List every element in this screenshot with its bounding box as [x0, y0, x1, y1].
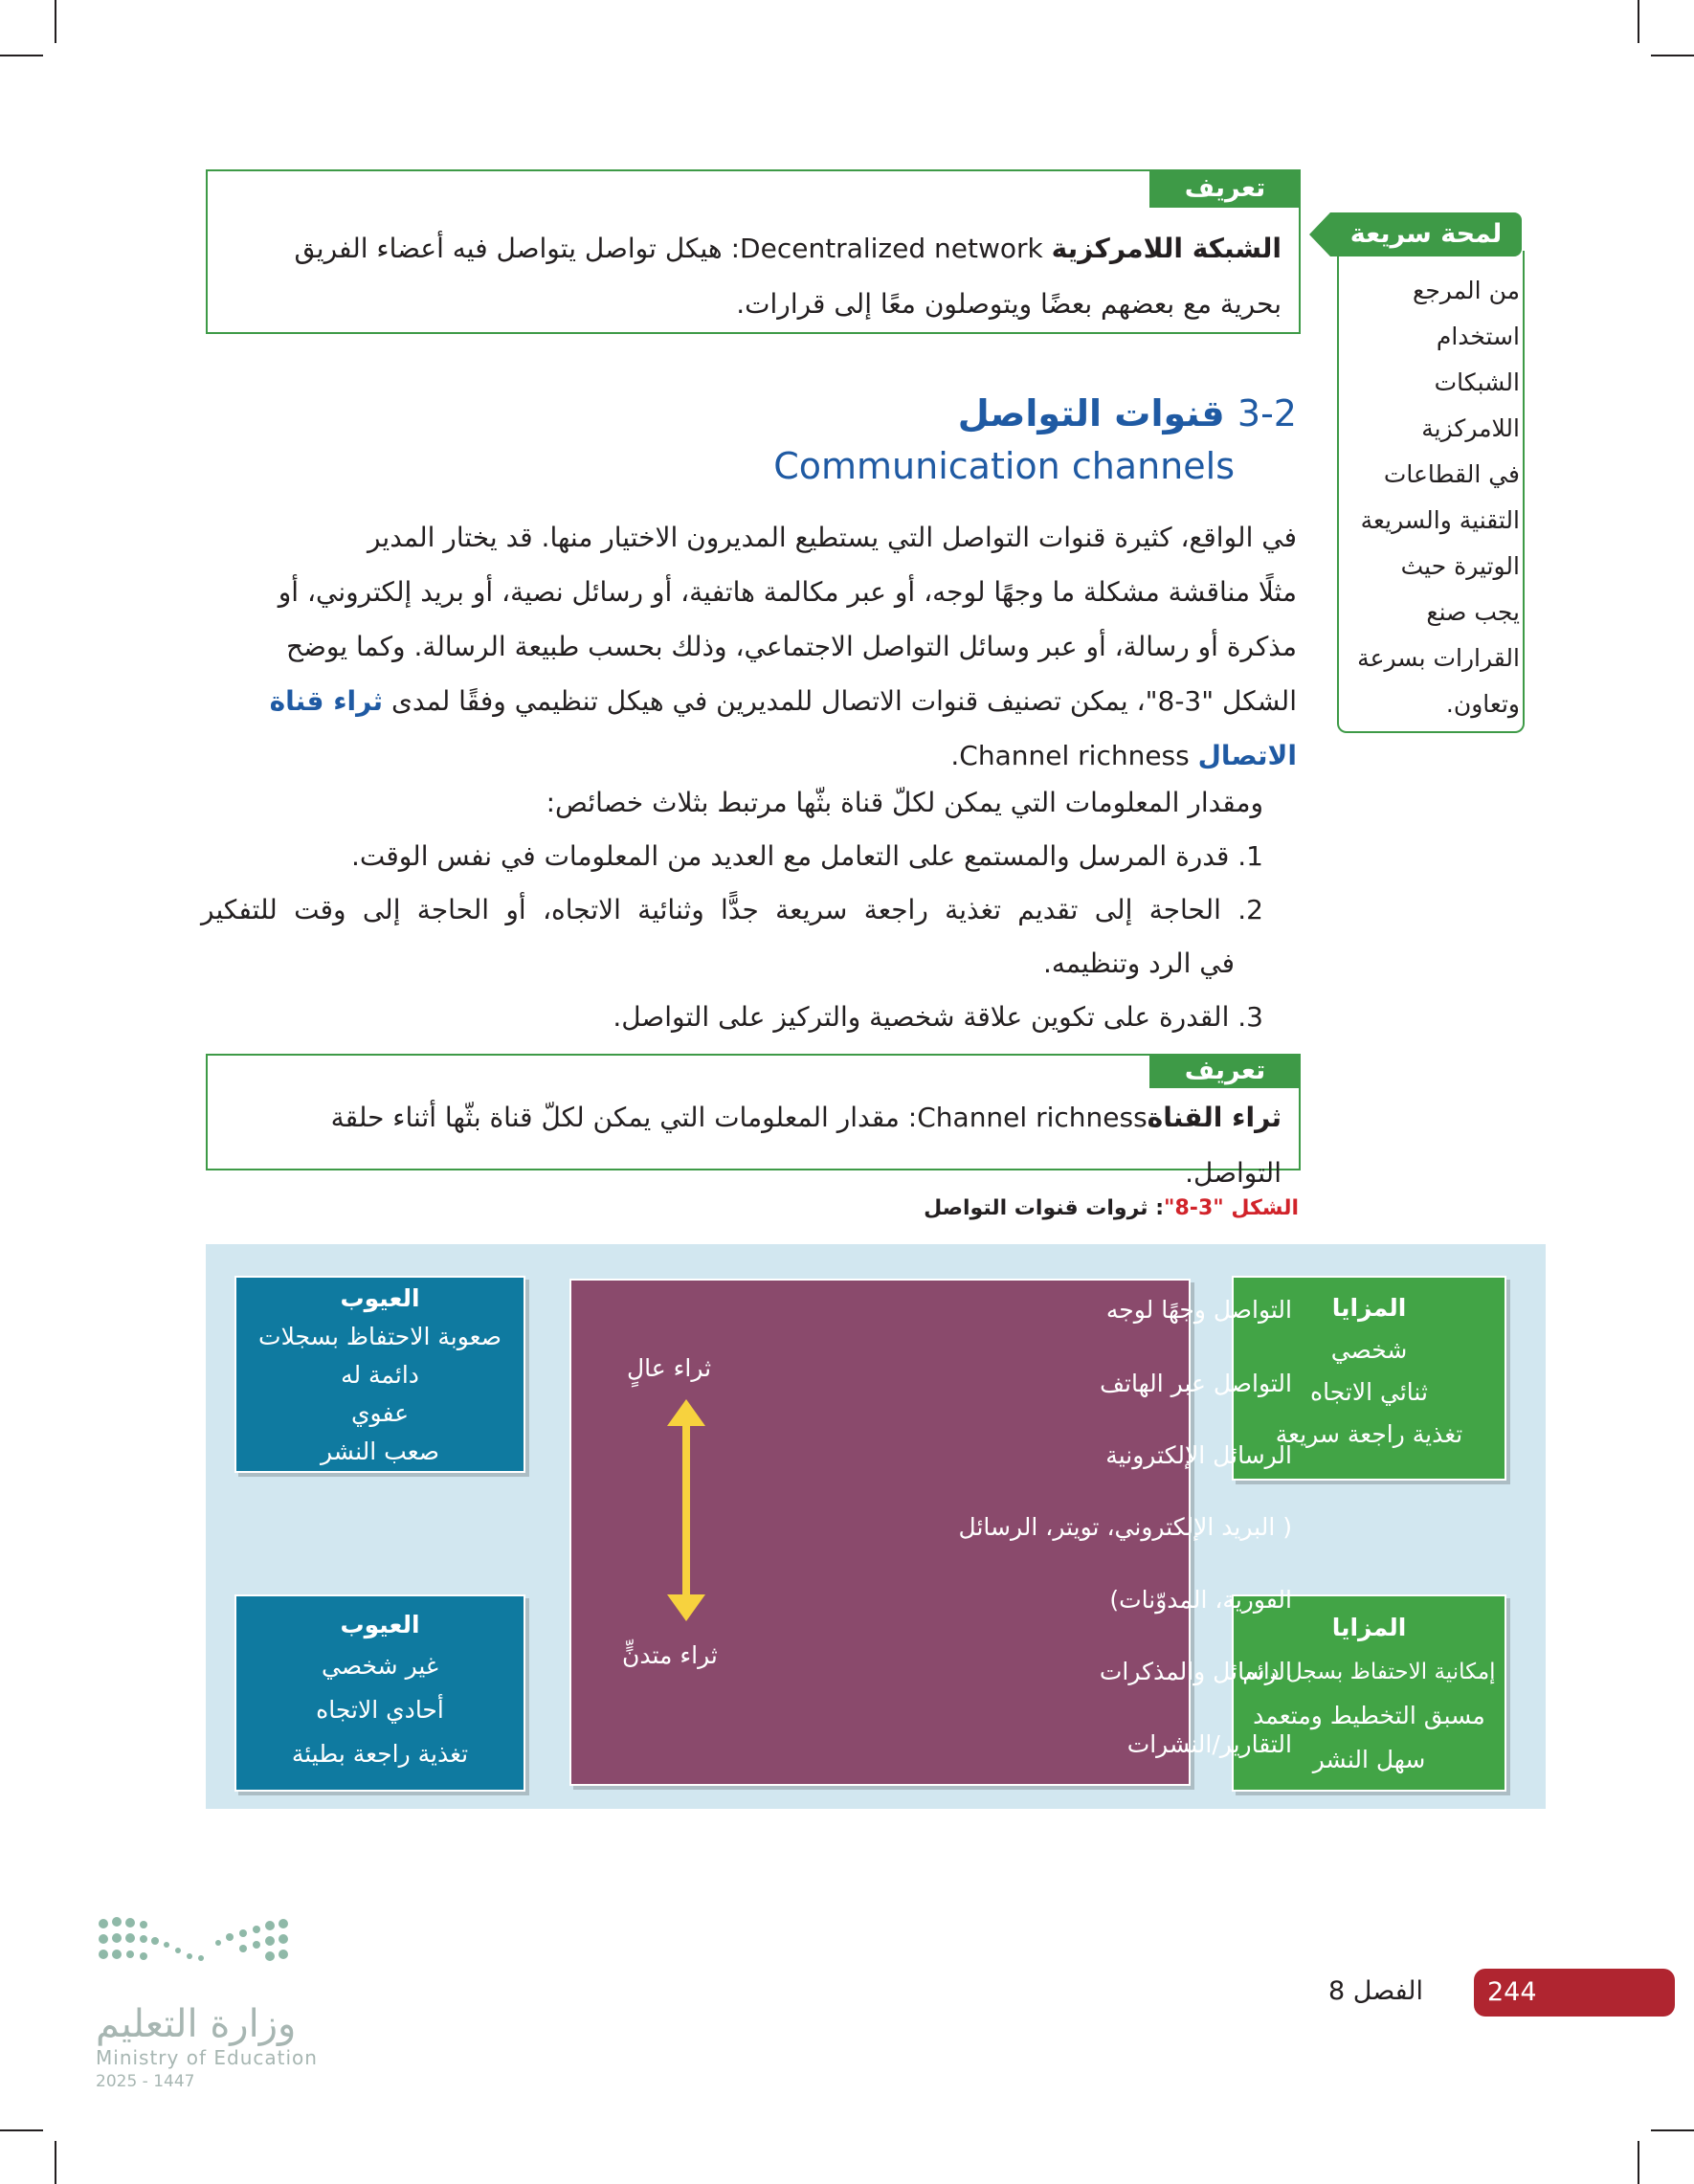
section-number: 3-2 — [1237, 392, 1297, 435]
definition-rest: : مقدار المعلومات التي يمكن لكلّ قناة بثّها أثناء حلقة التواصل. — [330, 1102, 1282, 1189]
box-title: العيوب — [340, 1284, 420, 1312]
characteristic-item-1: 1. قدرة المرسل والمستمع على التعامل مع العديد من المعلومات في نفس الوقت. — [350, 840, 1263, 872]
low-richness-label: ثراء متدنٍّ — [622, 1641, 718, 1669]
box-item: ثنائي الاتجاه — [1310, 1378, 1428, 1406]
box-item: صعوبة الاحتفاظ بسجلات — [258, 1323, 502, 1350]
quick-look-line: يجب صنع — [1426, 598, 1520, 626]
quick-look-line: الوتيرة حيث — [1400, 552, 1520, 580]
quick-look-text — [1340, 268, 1520, 727]
box-item: سهل النشر — [1312, 1746, 1426, 1773]
box-item: عفوي — [350, 1399, 410, 1427]
paragraph-term: ثراء قناة — [269, 685, 384, 717]
channel-item: التقارير/النشرات — [1126, 1730, 1292, 1758]
characteristics-intro: ومقدار المعلومات التي يمكن لكلّ قناة بثّها مرتبط بثلاث خصائص: — [546, 787, 1263, 818]
definition-tag: تعريف — [1149, 1054, 1301, 1088]
figure-title: : ثروات قنوات التواصل — [924, 1196, 1165, 1220]
paragraph-term-en: Channel richness — [959, 740, 1190, 771]
definition-box-decentralized — [206, 169, 1301, 334]
section-title-en: Communication channels — [773, 445, 1235, 487]
definition-line-2: بحرية مع بعضهم بعضًا ويتوصلون معًا إلى قرارات. — [736, 288, 1282, 320]
definition-line — [229, 221, 1282, 277]
quick-look-line: من المرجع — [1413, 277, 1520, 304]
paragraph-text: . — [950, 740, 960, 771]
channel-item: التواصل عبر الهاتف — [1100, 1370, 1292, 1397]
quick-look-line: اللامركزية — [1421, 414, 1520, 442]
box-title: العيوب — [340, 1611, 420, 1638]
definition-text — [229, 1090, 1282, 1201]
paragraph-line: مذكرة أو رسالة، أو عبر وسائل التواصل الاجتماعي، وذلك بحسب طبيعة الرسالة. وكما يوضح — [286, 631, 1297, 662]
section-title: قنوات التواصل — [957, 392, 1225, 435]
paragraph-line — [201, 728, 1297, 783]
definition-term-en: Decentralized network — [740, 233, 1043, 264]
quick-look-line: القرارات بسرعة — [1357, 644, 1520, 672]
box-title: المزايا — [1331, 1614, 1407, 1641]
crop-mark — [1651, 55, 1694, 56]
characteristic-item-3: 3. القدرة على تكوين علاقة شخصية والتركيز على التواصل. — [613, 1001, 1263, 1033]
disadvantages-rich-box — [234, 1276, 525, 1473]
paragraph-line: في الواقع، كثيرة قنوات التواصل التي يستطيع المديرون الاختيار منها. قد يختار المدير — [367, 522, 1297, 553]
definition-box-channel-richness — [206, 1054, 1301, 1189]
crop-mark — [55, 0, 56, 43]
disadvantages-lean-box — [234, 1594, 525, 1792]
quick-look-line: وتعاون. — [1445, 690, 1520, 718]
channel-item: الرسائل والمذكرات — [1099, 1658, 1292, 1685]
crop-mark — [0, 55, 43, 56]
ministry-year: 2025 - 1447 — [96, 2072, 195, 2091]
characteristic-item-2-cont: في الرد وتنظيمه. — [1042, 947, 1235, 979]
definition-term: ثراء القناة — [1147, 1102, 1282, 1133]
ministry-name-ar: وزارة التعليم — [96, 2002, 297, 2046]
quick-look-line: الشبكات — [1434, 368, 1520, 396]
page-number: 244 — [1487, 1977, 1537, 2007]
paragraph-line — [201, 674, 1297, 728]
channel-item: التواصل وجهًا لوجه — [1105, 1296, 1292, 1324]
crop-mark — [1638, 0, 1639, 43]
channel-item: الرسائل الإلكترونية — [1105, 1441, 1292, 1469]
quick-look-line: في القطاعات — [1383, 460, 1520, 488]
channel-item: الفورية، المدوّنات) — [1109, 1586, 1292, 1614]
paragraph-term: الاتصال — [1197, 740, 1297, 771]
definition-term: الشبكة اللامركزية — [1051, 233, 1282, 264]
crop-mark — [1638, 2141, 1639, 2184]
definition-tag: تعريف — [1149, 169, 1301, 208]
box-item: تغذية راجعة بطيئة — [291, 1740, 469, 1768]
paragraph-line: مثلًا مناقشة مشكلة ما وجهًا لوجه، أو عبر مكالمة هاتفية، أو رسائل نصية، أو بريد إلكتروني، أو — [278, 576, 1297, 608]
quick-look-line: التقنية والسريعة — [1360, 506, 1520, 534]
definition-term-en: Channel richness — [917, 1102, 1148, 1133]
crop-mark — [0, 2129, 43, 2131]
characteristic-item-2: 2. الحاجة إلى تقديم تغذية راجعة سريعة جدًّا وثنائية الاتجاه، أو الحاجة إلى وقت للتفكير — [201, 894, 1263, 925]
paragraph-text: الشكل "3-8"، يمكن تصنيف قنوات الاتصال للمديرين في هيكل تنظيمي وفقًا لمدى — [390, 685, 1297, 717]
box-item: شخصي — [1330, 1336, 1408, 1364]
ministry-logo-icon — [94, 1914, 300, 1991]
crop-mark — [1651, 2129, 1694, 2131]
box-title: المزايا — [1331, 1294, 1407, 1322]
box-item: تغذية راجعة سريعة — [1275, 1420, 1463, 1448]
intro-paragraph — [201, 510, 1297, 783]
double-arrow-icon — [662, 1399, 710, 1621]
box-item: إمكانية الاحتفاظ بسجل دائم — [1242, 1660, 1496, 1684]
box-item: غير شخصي — [322, 1652, 438, 1680]
channel-item: ( البريد الإلكتروني، تويتر، الرسائل — [958, 1513, 1292, 1541]
definition-rest: : هيكل تواصل يتواصل فيه أعضاء الفريق — [294, 233, 741, 264]
box-item: أحادي الاتجاه — [316, 1696, 444, 1724]
advantages-lean-box — [1232, 1594, 1506, 1792]
page-number-bar — [1474, 1969, 1675, 2017]
chapter-label: الفصل 8 — [1328, 1976, 1424, 2006]
box-item: دائمة له — [341, 1361, 419, 1389]
section-heading — [958, 392, 1297, 435]
definition-text — [229, 221, 1282, 332]
box-item: صعب النشر — [321, 1437, 439, 1465]
ministry-name-en: Ministry of Education — [96, 2046, 318, 2069]
figure-label: الشكل "3-8" — [1164, 1196, 1299, 1220]
crop-mark — [55, 2141, 56, 2184]
high-richness-label: ثراء عالٍ — [627, 1354, 712, 1382]
quick-look-line: استخدام — [1436, 323, 1520, 350]
figure-caption — [924, 1196, 1299, 1220]
box-item: مسبق التخطيط ومتعمد — [1253, 1702, 1485, 1729]
quick-look-tag: لمحة سريعة — [1330, 212, 1522, 256]
